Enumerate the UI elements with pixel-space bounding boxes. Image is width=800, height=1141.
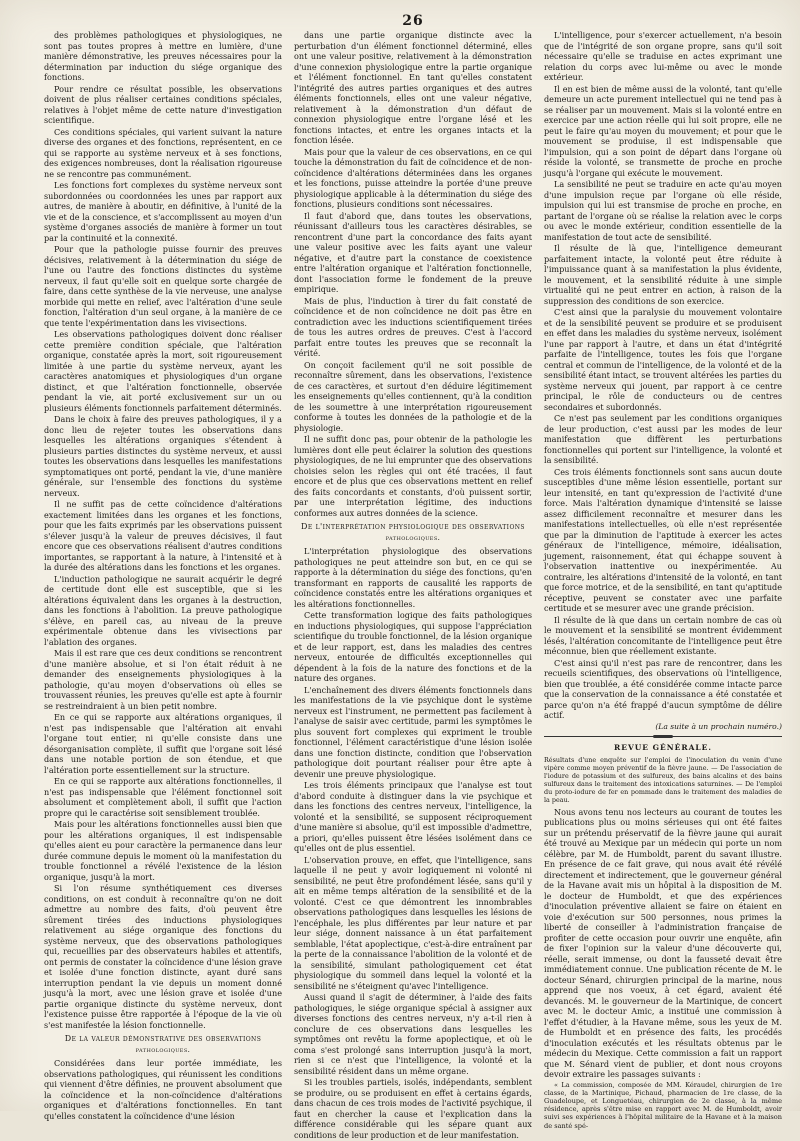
paragraph: Dans le choix à faire des preuves pathologiques, il y a donc lieu de rejeter toutes les observations dans lesquelles les altérations organiques s'étendent à plusieurs parties distinctes du système nerveux, et aussi toutes les observations dans lesquelles les manifestations symptomatiques ont porté, pendant la vie, d'une manière générale, sur l'ensemble des fonctions du système nerveux.	[44, 414, 282, 498]
paragraph: Si l'on résume synthétiquement ces diverses conditions, on est conduit à reconnaître qu'on ne doit admettre au nombre des faits, d'où peuvent être sûrement tirées des inductions physiologiques relativement au siége organique des fonctions du système nerveux, que des observations pathologiques qui, recueillies par des observateurs habiles et attentifs, ont permis de constater la coïncidence d'une lésion grave et isolée d'une fonction distincte, ayant duré sans interruption pendant la vie depuis un moment donné jusqu'à la mort, avec une lésion grave et isolée d'une partie organique distincte du système nerveux, dont l'existence puisse être rapportée à l'époque de la vie où s'est manifestée la lésion fonctionnelle.	[44, 883, 282, 1030]
paragraph: Il résulte de là que, l'intelligence demeurant parfaitement intacte, la volonté peut être réduite à l'impuissance quant à sa manifestation la plus évidente, le mouvement, et la sensibilité réduite à une simple virtualité qui ne peut entrer en action, à raison de la suppression des conditions de son exercice.	[544, 243, 782, 306]
paragraph: Ces trois éléments fonctionnels sont sans aucun doute susceptibles d'une même lésion essentielle, portant sur leur intensité, en tant qu'expression de l'activité d'une force. Mais l'altération dynamique d'intensité se laisse assez difficilement reconnaître et mesurer dans les manifestations intellectuelles, où elle n'est représentée que par la diminution de l'aptitude à exercer les actes généraux de l'intelligence, mémoire, idéalisation, jugement, raisonnement, état qui échappe souvent à l'observation inattentive ou inexpérimentée. Au contraire, les altérations d'intensité de la volonté, en tant que force motrice, et de la sensibilité, en tant qu'aptitude réceptive, peuvent se constater avec une parfaite certitude et se mesurer avec une grande précision.	[544, 466, 782, 613]
paragraph: Aussi quand il s'agit de déterminer, à l'aide des faits pathologiques, le siége organique spécial à assigner aux diverses fonctions des centres nerveux, n'y a-t-il rien à conclure de ces observations dans lesquelles les symptômes ont revêtu la forme apoplectique, et où le coma s'est prolongé sans interruption jusqu'à la mort, rien si ce n'est que l'intelligence, la volonté et la sensibilité résident dans un même organe.	[294, 992, 532, 1076]
paragraph: Mais pour les altérations fonctionnelles aussi bien que pour les altérations organiques, il est indispensable qu'elles aient eu pour caractère la permanence dans leur durée commune depuis le moment où la manifestation du trouble fonctionnel a révélé l'existence de la lésion organique, jusqu'à la mort.	[44, 819, 282, 882]
section-title-text: De la valeur démonstrative des observations	[64, 1034, 262, 1043]
section-subtitle: pathologiques.	[135, 1045, 191, 1054]
paragraph: Cette transformation logique des faits pathologiques en inductions physiologiques, qui suppose l'appréciation scientifique du trouble fonctionnel, de la lésion organique et de leur rapport, est, dans les maladies des centres nerveux, entourée de difficultés exceptionnelles qui dépendent à la fois de la nature des fonctions et de la nature des organes.	[294, 610, 532, 683]
paragraph: Mais il est rare que ces deux conditions se rencontrent d'une manière absolue, et si l'on était réduit à ne demander des enseignements physiologiques à la pathologie, qu'au moyen d'observations où elles se trouvassent réunies, les preuves qu'elle est apte à fournir se restreindraient à un bien petit nombre.	[44, 648, 282, 711]
paragraph: Il ne suffit pas de cette coïncidence d'altérations exactement limitées dans les organes et les fonctions, pour que les faits exprimés par les observations puissent s'élever jusqu'à la valeur de preuves décisives, il faut encore que ces observations réalisent d'autres conditions importantes, se rapportant à la nature, à l'intensité et à la durée des altérations dans les fonctions et les organes.	[44, 499, 282, 572]
paragraph: L'interprétation physiologique des observations pathologiques ne peut atteindre son but, en ce qui se rapporte à la détermination du siége des fonctions, qu'en transformant en rapports de causalité les rapports de coïncidence constatés entre les altérations organiques et les altérations fonctionnelles.	[294, 546, 532, 609]
continued-note: (La suite à un prochain numéro.)	[655, 721, 782, 731]
quoted-report: « La commission, composée de MM. Kéraudel, chirurgien de 1re classe, de la Martinique, Pichaud, pharmacien de 1re classe, de la Guadeloupe, et Longuetéau, chirurgien de 2e classe, à la même résidence, après s'être mise en rapport avec M. de Humboldt, avoir suivi ses expériences à l'hôpital militaire de la Havane et à la maison de santé spé-	[544, 1080, 782, 1130]
page-number: 26	[402, 13, 424, 29]
section-subtitle: pathologiques.	[385, 533, 441, 542]
section-title-text: De l'interprétation physiologique des observations	[301, 522, 525, 531]
section-title	[44, 1034, 282, 1055]
paragraph: des problèmes pathologiques et physiologiques, ne sont pas toutes propres à mettre en lumière, d'une manière démonstrative, les preuves nécessaires pour la détermination par induction du siége organique des fonctions.	[44, 30, 282, 82]
paragraph: Il ne suffit donc pas, pour obtenir de la pathologie les lumières dont elle peut éclairer la solution des questions physiologiques, de ne lui emprunter que des observations choisies selon les règles qui ont été tracées, il faut encore et de plus que ces observations mettent en relief des faits concordants et constants, d'où puissent sortir, par une interprétation légitime, des inductions conformes aux autres données de la science.	[294, 434, 532, 518]
column-right	[544, 30, 782, 1141]
paragraph: En ce qui se rapporte aux altérations fonctionnelles, il n'est pas indispensable que l'élément fonctionnel soit absolument et complètement aboli, il suffit que l'action propre qui le caractérise soit sensiblement troublée.	[44, 776, 282, 818]
column-middle	[294, 30, 532, 1141]
paragraph: Pour que la pathologie puisse fournir des preuves décisives, relativement à la détermination du siége de l'une ou l'autre des fonctions distinctes du système nerveux, il faut qu'elle soit en quelque sorte chargée de faire, dans cette synthèse de la vie nerveuse, une analyse morbide qui mette en relief, avec l'altération d'une seule fonction, l'altération d'un seul organe, à la manière de ce que tente l'expérimentation dans les vivisections.	[44, 244, 282, 328]
section-divider	[544, 736, 782, 741]
paragraph: C'est ainsi que la paralysie du mouvement volontaire et de la sensibilité peuvent se produire et se produisent en effet dans les maladies du système nerveux, isolément l'une par rapport à l'autre, et dans un état d'intégrité parfaite de l'intelligence, toutes les fois que l'organe central et commun de l'intelligence, de la volonté et de la sensibilité étant intact, se trouvent altérées les parties du système nerveux qui jouent, par rapport à ce centre principal, le rôle de conducteurs ou de centres secondaires et subordonnés.	[544, 307, 782, 412]
paragraph: Ce n'est pas seulement par les conditions organiques de leur production, c'est aussi par les modes de leur manifestation que diffèrent les perturbations fonctionnelles qui portent sur l'intelligence, la volonté et la sensibilité.	[544, 413, 782, 465]
paragraph: Considérées dans leur portée immédiate, les observations pathologiques, qui réunissent les conditions qui viennent d'être définies, ne prouvent absolument que la coïncidence et la non-coïncidence d'altérations organiques et d'altérations fonctionnelles. En tant qu'elles constatent la coïncidence d'une lésion	[44, 1058, 282, 1121]
paragraph: L'induction pathologique ne saurait acquérir le degré de certitude dont elle est susceptible, que si les altérations équivalent dans les organes à la destruction, dans les fonctions à l'abolition. La preuve pathologique s'élève, en pareil cas, au niveau de la preuve expérimentale obtenue dans les vivisections par l'ablation des organes.	[44, 573, 282, 647]
paragraph: dans une partie organique distincte avec la perturbation d'un élément fonctionnel déterminé, elles ont une valeur positive, relativement à la démonstration d'une connexion physiologique entre la partie organique et l'élément fonctionnel. En tant qu'elles constatent l'intégrité des autres parties organiques et des autres éléments fonctionnels, elles ont une valeur négative, relativement à la démonstration d'un défaut de connexion physiologique entre l'organe lésé et les fonctions intactes, et entre les organes intacts et la fonction lésée.	[294, 30, 532, 145]
paragraph: L'intelligence, pour s'exercer actuellement, n'a besoin que de l'intégrité de son organe propre, sans qu'il soit nécessaire qu'elle se traduise en actes exprimant une relation du corps avec lui-même ou avec le monde extérieur.	[544, 30, 782, 82]
paragraph: La sensibilité ne peut se traduire en acte qu'au moyen d'une impulsion reçue par l'organe où elle réside, impulsion qui lui est transmise de proche en proche, en partant de l'organe où se réalise la relation avec le corps ou avec le monde extérieur, condition essentielle de la manifestation de tout acte de sensibilité.	[544, 179, 782, 242]
paragraph: Nous avons tenu nos lecteurs au courant de toutes les publications plus ou moins sérieuses qui ont été faites sur un prétendu préservatif de la fièvre jaune qui aurait été trouvé au Mexique par un médecin qui porte un nom célèbre, par M. de Humboldt, parent du savant illustre. En présence de ce fait grave, qui nous avait été révélé directement et indirectement, que le gouverneur général de la Havane avait mis un hôpital à la disposition de M. le docteur de Humboldt, et que des expériences d'inoculation préventive allaient se faire on étaient en voie d'exécution sur 500 personnes, nous primes la liberté de conseiller à l'administration française de profiter de cette occasion pour ouvrir une enquête, afin de fixer l'opinion sur la valeur d'une découverte qui, réelle, serait immense, ou dont la fausseté devait être immédiatement connue. Une publication récente de M. le docteur Sénard, chirurgien principal de la marine, nous apprend que nos voeux, à cet égard, avaient été devancés. M. le gouverneur de la Martinique, de concert avec M. le docteur Amic, a institué une commission à l'effet d'étudier, à la Havane même, sous les yeux de M. de Humboldt et en présence des faits, les procédés d'inoculation exécutés et les résultats obtenus par le médecin du Mexique. Cette commission a fait un rapport que M. Sénard vient de publier, et dont nous croyons devoir extraire les passages suivants :	[544, 806, 782, 1079]
text-columns	[44, 30, 782, 1141]
paragraph: Mais de plus, l'induction à tirer du fait constaté de coïncidence et de non coïncidence ne doit pas être en contradiction avec les inductions scientifiquement tirées de tous les autres ordres de preuves. C'est à l'accord parfait entre toutes les preuves que se reconnaît la vérité.	[294, 295, 532, 358]
review-title: REVUE GÉNÉRALE.	[614, 743, 712, 752]
paragraph: Il faut d'abord que, dans toutes les observations, réunissant d'ailleurs tous les caractères désirables, se rencontrent d'une part la concordance des faits ayant une valeur positive avec les faits ayant une valeur négative, et d'autre part la constance de coexistence entre l'altération organique et l'altération fonctionnelle, dont l'association forme le fondement de la preuve empirique.	[294, 210, 532, 294]
paragraph: Il résulte de là que dans un certain nombre de cas où le mouvement et la sensibilité se montrent évidemment lésés, l'altération concomitante de l'intelligence peut être méconnue, bien que réellement existante.	[544, 614, 782, 656]
paragraph: Les observations pathologiques doivent donc réaliser cette première condition spéciale, que l'altération organique, constatée après la mort, soit rigoureusement limitée à une partie du système nerveux, ayant les caractères anatomiques et physiologiques d'un organe distinct, et que l'altération fonctionnelle, observée pendant la vie, ait porté exclusivement sur un ou plusieurs éléments fonctionnels parfaitement déterminés.	[44, 329, 282, 413]
paragraph: Les fonctions fort complexes du système nerveux sont subordonnées ou coordonnées les unes par rapport aux autres, de manière à aboutir, en définitive, à l'unité de la vie et de la conscience, et s'accomplissent au moyen d'un système d'organes associés de manière à former un tout par la continuité et la connexité.	[44, 180, 282, 243]
paragraph: L'observation prouve, en effet, que l'intelligence, sans laquelle il ne peut y avoir logiquement ni volonté ni sensibilité, ne peut être profondément lésée, sans qu'il y ait en même temps altération de la sensibilité et de la volonté. C'est ce que démontrent les innombrables observations pathologiques dans lesquelles les lésions de l'encéphale, les plus différentes par leur nature et par leur siége, donnent naissance à un état parfaitement semblable, l'état apoplectique, c'est-à-dire entraînent par la perte de la connaissance l'abolition de la volonté et de la sensibilité, simulant pathologiquement cet état physiologique du sommeil dans lequel la volonté et la sensibilité ne s'éteignent qu'avec l'intelligence.	[294, 854, 532, 991]
paragraph: En ce qui se rapporte aux altérations organiques, il n'est pas indispensable que l'altération ait envahi l'organe tout entier, ni qu'elle consiste dans une désorganisation complète, il suffit que l'organe soit lésé dans une notable portion de son étendue, et que l'altération porte essentiellement sur la structure.	[44, 712, 282, 775]
paragraph: Si les troubles partiels, isolés, indépendants, semblent se produire, ou se produisent en effet à certains égards, dans chacun de ces trois modes de l'activité psychique, il faut en chercher la cause et l'explication dans la différence considérable qui les sépare quant aux conditions de leur production et de leur manifestation.	[294, 1077, 532, 1140]
review-summary: Résultats d'une enquête sur l'emploi de l'inoculation du venin d'une vipère comme moyen préventif de la fièvre jaune. — De l'association de l'iodure de potassium et des sulfureux, des bains alcalins et des bains sulfureux dans le traitement des intoxications saturnines. — De l'emploi du proto-iodure de fer en pommade dans le traitement des maladies de la peau.	[544, 755, 782, 804]
paragraph: L'enchaînement des divers éléments fonctionnels dans les manifestations de la vie psychique dont le système nerveux est l'instrument, ne permettent pas facilement à l'analyse de saisir avec certitude, parmi les symptômes le plus souvent fort complexes qui expriment le trouble fonctionnel, l'élément caractéristique d'une lésion isolée dans une fonction distincte, condition que l'observation pathologique doit pourtant réaliser pour être apte à devenir une preuve physiologique.	[294, 684, 532, 779]
paragraph: Ces conditions spéciales, qui varient suivant la nature diverse des organes et des fonctions, représentent, en ce qui se rapporte au système nerveux et à ses fonctions, des exigences nombreuses, dont la réalisation rigoureuse ne se rencontre pas communément.	[44, 126, 282, 179]
page-header	[44, 10, 782, 30]
paragraph: Mais pour que la valeur de ces observations, en ce qui touche la démonstration du fait de coïncidence et de non-coïncidence d'altérations déterminées dans les organes et les fonctions, puisse atteindre la portée d'une preuve physiologique applicable à la détermination du siége des fonctions, plusieurs conditions sont nécessaires.	[294, 146, 532, 209]
paragraph: Pour rendre ce résultat possible, les observations doivent de plus réaliser certaines conditions spéciales, relatives à l'objet même de cette nature d'investigation scientifique.	[44, 83, 282, 125]
paragraph: On conçoit facilement qu'il ne soit possible de reconnaître sûrement, dans les observations, l'existence de ces caractères, et surtout d'en déduire légitimement les enseignements qu'elles contiennent, qu'à la condition de les soumettre à une interprétation rigoureusement conforme à toutes les données de la pathologie et de la physiologie.	[294, 359, 532, 433]
paragraph: Les trois éléments principaux que l'analyse est tout d'abord conduite à distinguer dans la vie psychique et dans les fonctions des centres nerveux, l'intelligence, la volonté et la sensibilité, se supposent réciproquement d'une manière si absolue, qu'il est impossible d'admettre, a priori, qu'elles puissent être lésées isolément dans ce qu'elles ont de plus essentiel.	[294, 780, 532, 853]
paragraph: Il en est bien de même aussi de la volonté, tant qu'elle demeure un acte purement intellectuel qui ne tend pas à se réaliser par un mouvement. Mais si la volonté entre en exercice par une action réelle qui lui soit propre, elle ne peut le faire qu'au moyen du mouvement; et pour que le mouvement se produise, il est indispensable que l'impulsion, qui a son point de départ dans l'organe où réside la volonté, se transmette de proche en proche jusqu'à l'organe qui exécute le mouvement.	[544, 83, 782, 178]
column-left	[44, 30, 282, 1141]
paragraph: C'est ainsi qu'il n'est pas rare de rencontrer, dans les recueils scientifiques, des observations où l'intelligence, bien que troublée, a été considérée comme intacte parce que la conservation de la connaissance a été constatée et parce qu'on n'a été frappé d'aucun symptôme de délire actif.	[544, 657, 782, 720]
section-title	[294, 522, 532, 543]
